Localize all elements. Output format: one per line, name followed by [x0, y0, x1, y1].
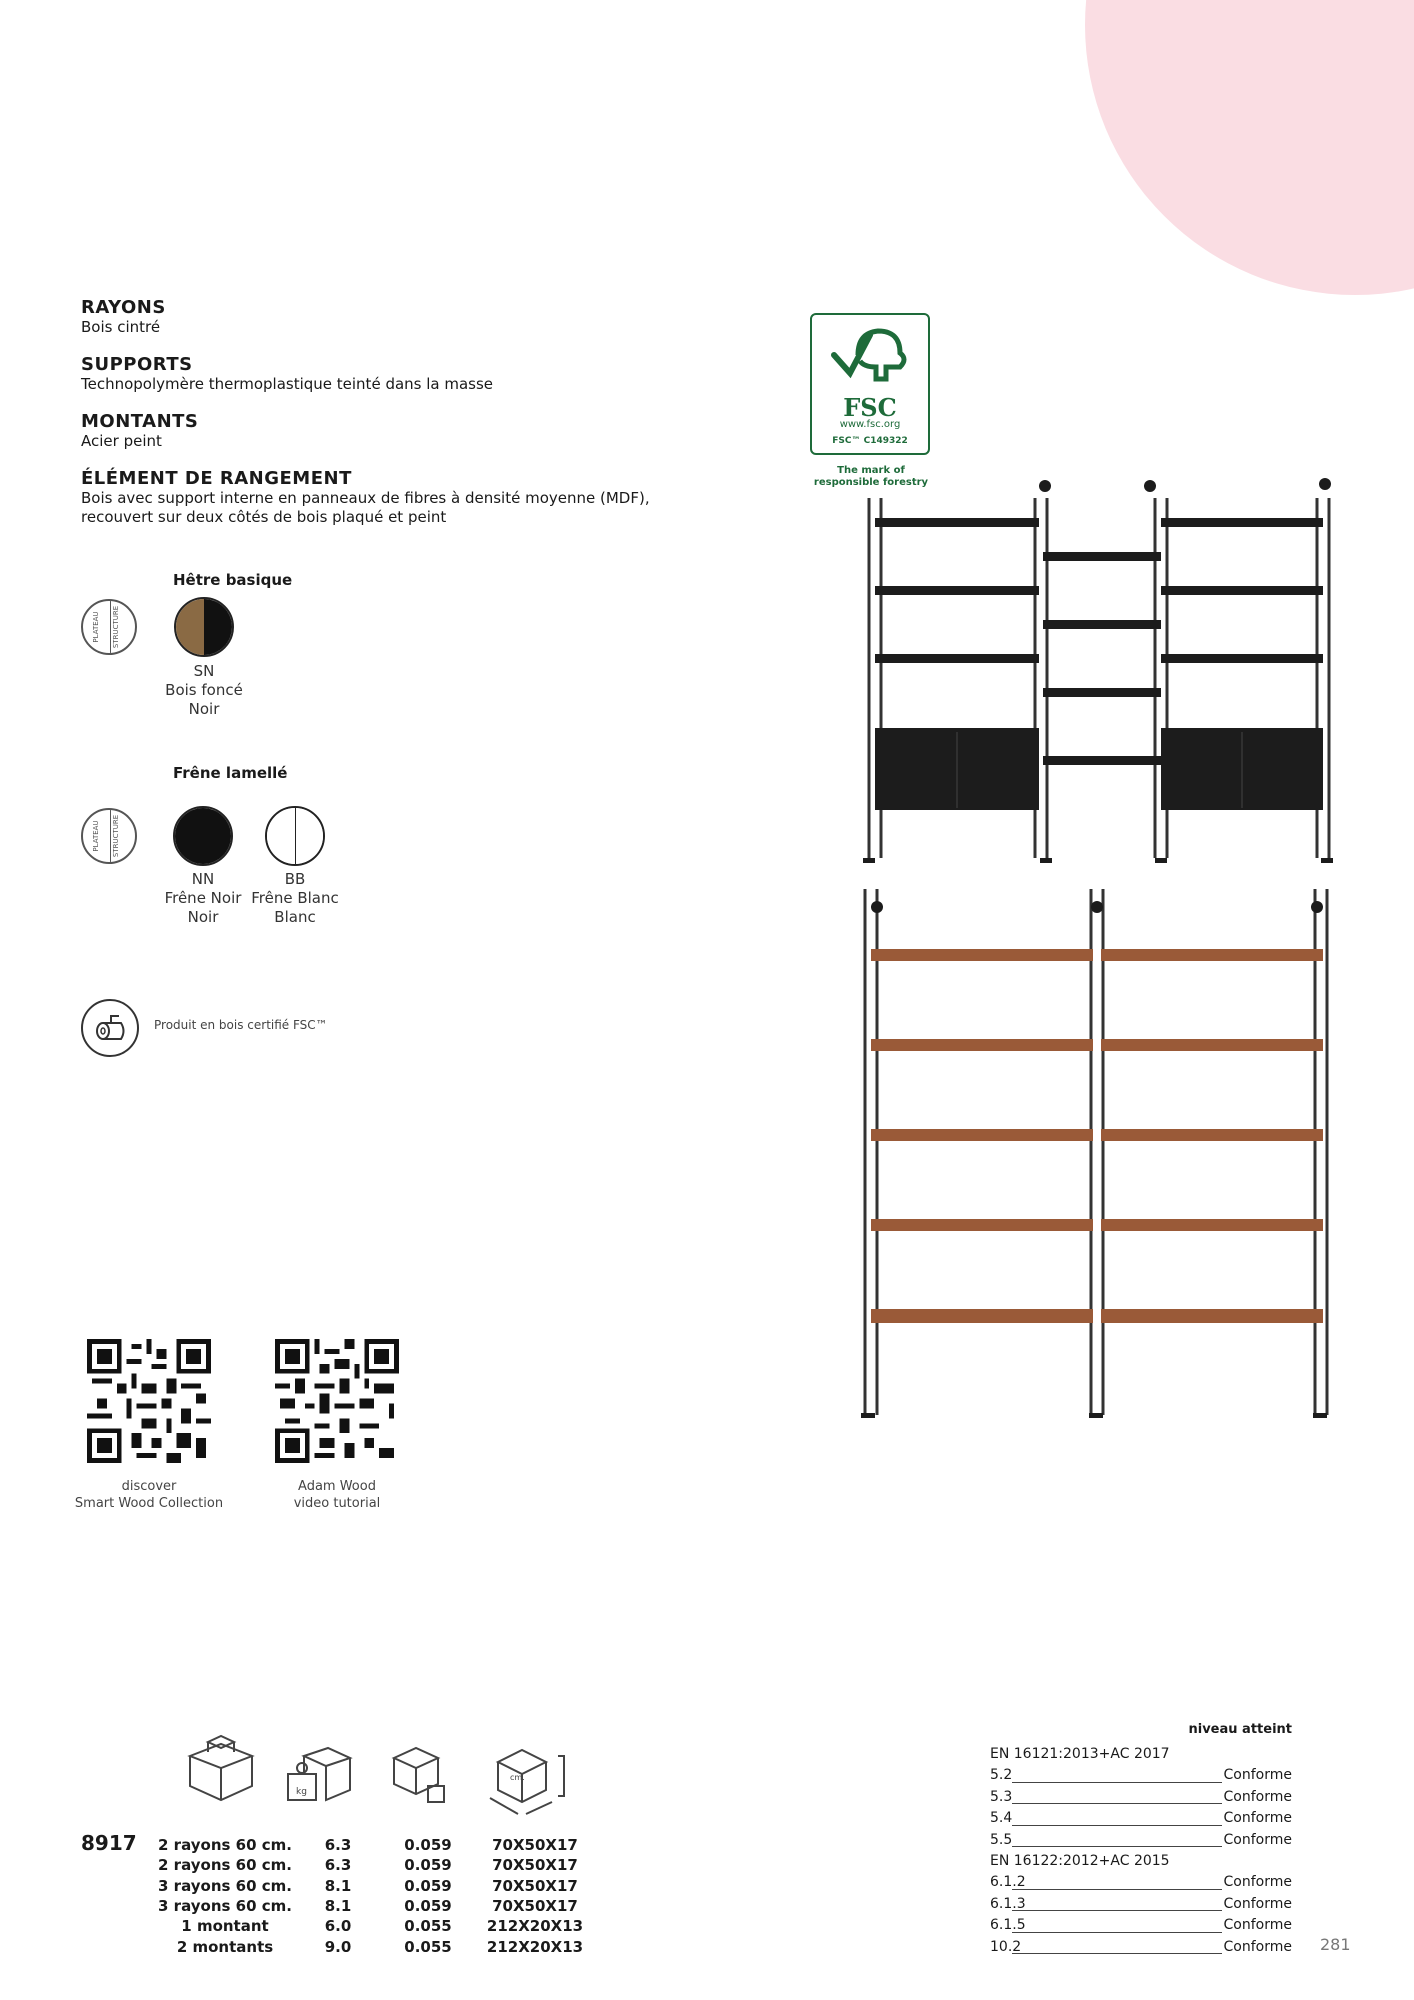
fsc-logo: FSC www.fsc.org FSC™ C149322	[810, 313, 930, 455]
spec-rayons	[81, 297, 721, 337]
cell-weight: 6.3	[324, 1836, 352, 1855]
qr-caption: discover Smart Wood Collection	[74, 1479, 224, 1511]
spec-element-rangement	[81, 468, 721, 527]
cell-volume: 0.059	[404, 1856, 452, 1875]
cell-dims: 70X50X17	[492, 1897, 578, 1916]
norm-key: 6.1.2	[990, 1874, 1026, 1891]
qr-caption: Adam Wood video tutorial	[293, 1479, 381, 1511]
cell-dims: 70X50X17	[492, 1836, 578, 1855]
table-row	[150, 1916, 590, 1936]
material-specs	[81, 297, 721, 544]
swatch-right-color	[203, 808, 231, 864]
leader-line	[1012, 1846, 1222, 1847]
table-row	[150, 1855, 590, 1875]
fsc-tagline: The mark of responsible forestry	[813, 465, 929, 488]
swatch-nn[interactable]	[173, 806, 233, 866]
cell-desc: 2 rayons 60 cm.	[158, 1856, 292, 1875]
qr-code-video-tutorial[interactable]	[275, 1339, 399, 1463]
fsc-certified-note: Produit en bois certifié FSC™	[154, 1018, 328, 1032]
norm-key: 6.1.5	[990, 1917, 1026, 1934]
norm-row	[990, 1894, 1292, 1915]
cell-volume: 0.059	[404, 1876, 452, 1895]
cell-desc: 1 montant	[181, 1917, 269, 1936]
swatch-right-color	[204, 599, 232, 655]
swatch-caption: BB Frêne Blanc Blanc	[251, 870, 339, 926]
svg-text:kg: kg	[296, 1787, 307, 1797]
norm-value: Conforme	[1223, 1831, 1292, 1848]
finish-group-title: Hêtre basique	[173, 571, 293, 589]
cell-desc: 3 rayons 60 cm.	[158, 1897, 292, 1916]
cell-dims: 70X50X17	[492, 1856, 578, 1875]
norm-key: 5.2	[990, 1767, 1013, 1784]
plateau-structure-legend-icon: PLATEAU STRUCTURE	[81, 599, 137, 655]
norms-table	[990, 1722, 1292, 1958]
swatch-caption: SN Bois foncé Noir	[165, 662, 243, 718]
norm-standard-row	[990, 1851, 1292, 1872]
spec-text: Technopolymère thermoplastique teinté dans la masse	[81, 375, 494, 393]
spec-text: Bois avec support interne en panneaux de fibres à densité moyenne (MDF), recouvert sur deux côtés de bois plaqué et peint	[81, 489, 650, 526]
norm-value: Conforme	[1223, 1938, 1292, 1955]
norm-row	[990, 1830, 1292, 1851]
table-row	[150, 1896, 590, 1916]
swatch-caption: NN Frêne Noir Noir	[164, 870, 242, 926]
page-number: 281	[1320, 1935, 1351, 1954]
spec-title: ÉLÉMENT DE RANGEMENT	[81, 468, 352, 489]
cell-volume: 0.059	[404, 1897, 452, 1916]
spec-supports	[81, 354, 721, 394]
product-table	[150, 1835, 590, 1957]
swatch-right-color	[295, 808, 323, 864]
cell-dims: 212X20X13	[486, 1937, 584, 1956]
norm-value: Conforme	[1223, 1895, 1292, 1912]
norm-key: 5.5	[990, 1831, 1013, 1848]
swatch-sn[interactable]	[174, 597, 234, 657]
svg-text:cm.: cm.	[510, 1773, 525, 1782]
leader-line	[1012, 1889, 1222, 1890]
volume-icon	[390, 1740, 452, 1810]
leader-line	[1012, 1825, 1222, 1826]
cell-volume: 0.055	[404, 1917, 452, 1936]
cell-weight: 6.3	[324, 1856, 352, 1875]
swatch-left-color	[267, 808, 295, 864]
dimensions-icon	[478, 1740, 578, 1826]
norm-value: Conforme	[1223, 1788, 1292, 1805]
norm-value: Conforme	[1223, 1917, 1292, 1934]
norm-key: 5.3	[990, 1788, 1013, 1805]
cell-volume: 0.055	[404, 1937, 452, 1956]
cell-dims: 212X20X13	[486, 1917, 584, 1936]
weight-icon	[282, 1740, 354, 1806]
norm-key: 5.4	[990, 1810, 1013, 1827]
finish-group-title: Frêne lamellé	[173, 764, 288, 782]
log-wood-icon	[81, 999, 139, 1057]
norm-value: Conforme	[1223, 1767, 1292, 1784]
cell-weight: 6.0	[324, 1917, 352, 1936]
norm-standard-row	[990, 1744, 1292, 1765]
spec-title: SUPPORTS	[81, 354, 193, 375]
cell-desc: 2 montants	[176, 1937, 274, 1956]
cell-desc: 2 rayons 60 cm.	[158, 1836, 292, 1855]
table-row	[150, 1876, 590, 1896]
norm-row	[990, 1808, 1292, 1829]
spec-text: Acier peint	[81, 432, 162, 450]
norm-row	[990, 1872, 1292, 1893]
leader-line	[1012, 1782, 1222, 1783]
norm-row	[990, 1787, 1292, 1808]
wood-shelving-unit-image	[855, 885, 1335, 1425]
table-row	[150, 1936, 590, 1956]
product-code: 8917	[81, 1831, 137, 1855]
leader-line	[1012, 1932, 1222, 1933]
swatch-left-color	[175, 808, 203, 864]
dark-shelving-unit-image	[855, 470, 1335, 870]
cell-weight: 8.1	[324, 1876, 352, 1895]
norm-row	[990, 1937, 1292, 1958]
norm-value: Conforme	[1223, 1810, 1292, 1827]
spec-title: RAYONS	[81, 297, 166, 318]
cell-weight: 8.1	[324, 1897, 352, 1916]
norm-key: EN 16122:2012+AC 2015	[990, 1852, 1170, 1869]
fsc-tree-icon	[812, 315, 928, 395]
norm-key: 6.1.3	[990, 1895, 1026, 1912]
plateau-structure-legend-icon: PLATEAU STRUCTURE	[81, 808, 137, 864]
cell-desc: 3 rayons 60 cm.	[158, 1876, 292, 1895]
cell-dims: 70X50X17	[492, 1876, 578, 1895]
level-label: niveau atteint	[1188, 1722, 1292, 1737]
leader-line	[1012, 1803, 1222, 1804]
norm-row	[990, 1915, 1292, 1936]
spec-title: MONTANTS	[81, 411, 199, 432]
cell-volume: 0.059	[404, 1836, 452, 1855]
spec-montants	[81, 411, 721, 451]
decorative-pink-circle	[1085, 0, 1414, 295]
norm-value: Conforme	[1223, 1874, 1292, 1891]
table-row	[150, 1835, 590, 1855]
norm-key: 10.2	[990, 1938, 1022, 1955]
leader-line	[1012, 1910, 1222, 1911]
norm-row	[990, 1765, 1292, 1786]
swatch-left-color	[176, 599, 204, 655]
leader-line	[1012, 1953, 1222, 1954]
spec-text: Bois cintré	[81, 318, 161, 336]
packages-icon	[180, 1728, 262, 1804]
norm-key: EN 16121:2013+AC 2017	[990, 1746, 1170, 1762]
swatch-bb[interactable]	[265, 806, 325, 866]
qr-code-smart-wood[interactable]	[87, 1339, 211, 1463]
cell-weight: 9.0	[324, 1937, 352, 1956]
